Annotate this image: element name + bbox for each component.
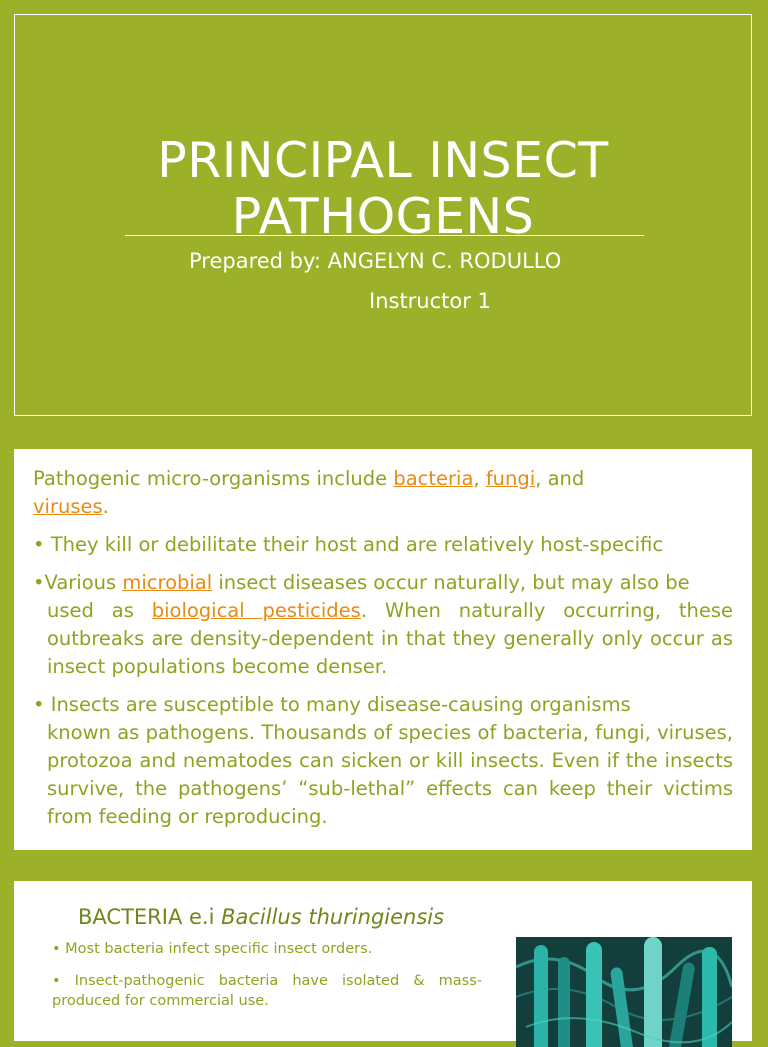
- instructor-label: Instructor 1: [369, 289, 491, 313]
- species-name: Bacillus thuringiensis: [221, 905, 445, 929]
- bullet-text: . When naturally occurring, these outbreaks are density-dependent in that they generally only occur as insect populations become denser.: [47, 599, 734, 678]
- period: .: [102, 495, 109, 518]
- bullet-text: used as: [47, 599, 152, 622]
- bullet-host-specific: • They kill or debilitate their host and are relatively host-specific: [33, 533, 664, 556]
- bacteria-bullet-2: • Insect-pathogenic bacteria have isolated & mass-produced for commercial use.: [52, 973, 482, 1009]
- bullet-microbial: [33, 569, 733, 681]
- bullet-text: •Various: [33, 571, 123, 594]
- intro-paragraph: [33, 465, 733, 521]
- intro-text: Pathogenic micro-organisms include: [33, 467, 394, 490]
- bacteria-bullets: [52, 939, 482, 1023]
- title-text: BACTERIA e.i: [78, 905, 222, 929]
- title-divider: [125, 235, 644, 236]
- prepared-by: Prepared by: ANGELYN C. RODULLO: [189, 249, 562, 273]
- bullet-continuation: known as pathogens. Thousands of species of bacteria, fungi, viruses, protozoa and nematodes can sicken or kill insects. Even if the insects survive, the pathogens’ “sub-lethal” effects can keep their victims from feeding or reproducing.: [47, 721, 733, 828]
- separator: , and: [535, 467, 585, 490]
- content-slide: [14, 449, 752, 850]
- micrograph-illustration: [516, 937, 732, 1047]
- link-bacteria[interactable]: bacteria: [393, 467, 474, 490]
- link-microbial[interactable]: microbial: [122, 571, 213, 594]
- slide-title: [15, 133, 751, 245]
- bullet-text: • Insects are susceptible to many disease-causing organisms: [33, 693, 631, 716]
- bacteria-slide: [14, 881, 752, 1041]
- link-fungi[interactable]: fungi: [485, 467, 536, 490]
- title-slide: [14, 14, 752, 416]
- title-line-2: PATHOGENS: [231, 188, 535, 245]
- bullet-continuation: [33, 597, 733, 681]
- bacteria-micrograph-image: [516, 937, 732, 1047]
- bullet-text: insect diseases occur naturally, but may also be: [212, 571, 690, 594]
- bullet-pathogens: [33, 691, 733, 831]
- link-biological-pesticides[interactable]: biological pesticides: [151, 599, 361, 622]
- bacteria-title: [78, 905, 444, 929]
- slide-body: [33, 465, 733, 841]
- link-viruses[interactable]: viruses: [33, 495, 103, 518]
- separator: ,: [473, 467, 486, 490]
- title-line-1: PRINCIPAL INSECT: [157, 132, 609, 189]
- bacteria-bullet-1: • Most bacteria infect specific insect orders.: [52, 941, 373, 957]
